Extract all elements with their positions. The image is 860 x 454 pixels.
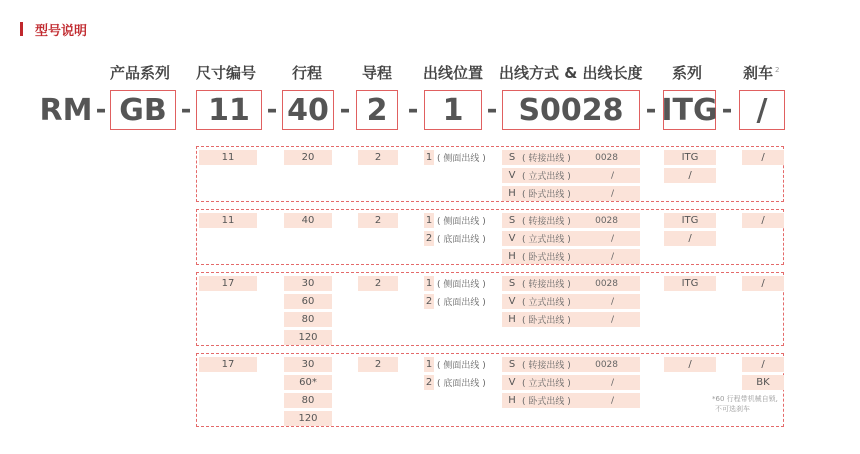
- series-cell: ITG: [664, 213, 716, 228]
- method-label: ( 立式出线 ): [522, 235, 571, 245]
- code-stroke-box: 40: [282, 90, 334, 130]
- header-outlet-method-length: 出线方式 & 出线长度: [499, 64, 643, 82]
- header-product-series: 系列: [672, 64, 703, 82]
- code-dash: -: [407, 95, 419, 125]
- stroke-cell: 20: [284, 150, 332, 165]
- footnote-line: 不可选刹车: [715, 405, 750, 413]
- stroke-cell: 80: [284, 312, 332, 327]
- code-lead-box: 2: [356, 90, 398, 130]
- section-title: 型号说明: [35, 23, 88, 39]
- method-length: 0028: [595, 152, 618, 163]
- series-cell: /: [664, 168, 716, 183]
- method-option-v: [502, 231, 640, 246]
- header-outlet-position: 出线位置: [423, 64, 484, 82]
- method-option-v: [502, 375, 640, 390]
- code-dash: -: [180, 95, 192, 125]
- code-prefix: RM: [39, 92, 93, 128]
- header-stroke: 行程: [292, 64, 323, 82]
- series-cell: /: [664, 231, 716, 246]
- position-option-side: [424, 213, 494, 228]
- method-label: ( 卧式出线 ): [522, 253, 571, 263]
- method-code: V: [508, 377, 516, 388]
- size-cell: 11: [199, 213, 257, 228]
- method-length: 0028: [595, 215, 618, 226]
- lead-cell: 2: [358, 276, 398, 291]
- method-label: ( 转接出线 ): [522, 280, 571, 290]
- code-size-box: 11: [196, 90, 262, 130]
- series-cell: /: [664, 357, 716, 372]
- method-length: /: [610, 188, 614, 199]
- position-number: 2: [425, 377, 433, 388]
- stroke-cell: 60: [284, 294, 332, 309]
- method-code: V: [508, 170, 516, 181]
- stroke-cell: 120: [284, 411, 332, 426]
- code-dash: -: [95, 95, 107, 125]
- lead-cell: 2: [358, 213, 398, 228]
- method-option-s: [502, 150, 640, 165]
- position-label: ( 底面出线 ): [437, 235, 486, 245]
- position-label: ( 侧面出线 ): [437, 217, 486, 227]
- method-length: /: [610, 251, 614, 262]
- position-number: 1: [425, 359, 433, 370]
- method-option-h: [502, 312, 640, 327]
- position-number: 2: [425, 296, 433, 307]
- position-number: 1: [425, 215, 433, 226]
- method-length: /: [610, 395, 614, 406]
- footnote-line: *60 行程带机械自锁,: [712, 395, 778, 403]
- brake-cell: /: [742, 276, 784, 291]
- header-size: 尺寸编号: [196, 64, 257, 82]
- brake-cell: /: [742, 213, 784, 228]
- series-cell: ITG: [664, 150, 716, 165]
- method-code: H: [508, 314, 516, 325]
- position-option-bottom: [424, 294, 494, 309]
- lead-cell: 2: [358, 150, 398, 165]
- method-option-s: [502, 357, 640, 372]
- code-product-series-box: ITG: [663, 90, 716, 130]
- lead-cell: 2: [358, 357, 398, 372]
- position-label: ( 底面出线 ): [437, 298, 486, 308]
- header-brake-label: 刹车: [743, 64, 774, 82]
- brake-cell: /: [742, 357, 784, 372]
- position-number: 2: [425, 233, 433, 244]
- position-option-bottom: [424, 375, 494, 390]
- method-length: 0028: [595, 359, 618, 370]
- brake-cell: /: [742, 150, 784, 165]
- method-option-h: [502, 249, 640, 264]
- position-option-side: [424, 276, 494, 291]
- method-option-s: [502, 276, 640, 291]
- header-brake: [743, 62, 779, 83]
- footnote: [712, 394, 778, 414]
- code-series-box: GB: [110, 90, 176, 130]
- code-brake-box: /: [739, 90, 785, 130]
- position-label: ( 侧面出线 ): [437, 361, 486, 371]
- position-number: 1: [425, 278, 433, 289]
- stroke-cell: 40: [284, 213, 332, 228]
- method-length: /: [610, 296, 614, 307]
- size-cell: 11: [199, 150, 257, 165]
- method-label: ( 立式出线 ): [522, 172, 571, 182]
- method-label: ( 卧式出线 ): [522, 397, 571, 407]
- code-dash: -: [645, 95, 657, 125]
- brake-cell: BK: [742, 375, 784, 390]
- code-method-box: S0028: [502, 90, 640, 130]
- method-option-v: [502, 168, 640, 183]
- stroke-cell: 30: [284, 357, 332, 372]
- method-length: /: [610, 170, 614, 181]
- method-length: /: [610, 233, 614, 244]
- method-label: ( 立式出线 ): [522, 379, 571, 389]
- code-dash: -: [266, 95, 278, 125]
- code-dash: -: [339, 95, 351, 125]
- size-cell: 17: [199, 276, 257, 291]
- title-accent-bar: [20, 22, 23, 36]
- header-lead: 导程: [362, 64, 393, 82]
- stroke-cell: 80: [284, 393, 332, 408]
- size-cell: 17: [199, 357, 257, 372]
- method-label: ( 转接出线 ): [522, 361, 571, 371]
- series-cell: ITG: [664, 276, 716, 291]
- method-label: ( 卧式出线 ): [522, 316, 571, 326]
- position-option-side: [424, 150, 494, 165]
- method-code: S: [508, 359, 516, 370]
- method-length: /: [610, 314, 614, 325]
- method-length: 0028: [595, 278, 618, 289]
- position-number: 1: [425, 152, 433, 163]
- code-dash: -: [721, 95, 733, 125]
- method-length: /: [610, 377, 614, 388]
- method-label: ( 转接出线 ): [522, 154, 571, 164]
- position-label: ( 底面出线 ): [437, 379, 486, 389]
- stroke-cell: 30: [284, 276, 332, 291]
- method-code: H: [508, 395, 516, 406]
- method-label: ( 卧式出线 ): [522, 190, 571, 200]
- stroke-cell: 60*: [284, 375, 332, 390]
- position-option-bottom: [424, 231, 494, 246]
- header-series: 产品系列: [110, 64, 171, 82]
- position-label: ( 侧面出线 ): [437, 280, 486, 290]
- method-code: V: [508, 233, 516, 244]
- method-code: S: [508, 215, 516, 226]
- method-label: ( 转接出线 ): [522, 217, 571, 227]
- position-option-side: [424, 357, 494, 372]
- brake-note-ref: 2: [775, 66, 780, 74]
- method-option-h: [502, 393, 640, 408]
- method-code: S: [508, 278, 516, 289]
- method-code: S: [508, 152, 516, 163]
- method-code: H: [508, 251, 516, 262]
- method-code: V: [508, 296, 516, 307]
- section-header: [20, 20, 87, 38]
- code-dash: -: [486, 95, 498, 125]
- position-label: ( 侧面出线 ): [437, 154, 486, 164]
- method-option-h: [502, 186, 640, 201]
- method-label: ( 立式出线 ): [522, 298, 571, 308]
- stroke-cell: 120: [284, 330, 332, 345]
- method-code: H: [508, 188, 516, 199]
- code-position-box: 1: [424, 90, 482, 130]
- method-option-s: [502, 213, 640, 228]
- method-option-v: [502, 294, 640, 309]
